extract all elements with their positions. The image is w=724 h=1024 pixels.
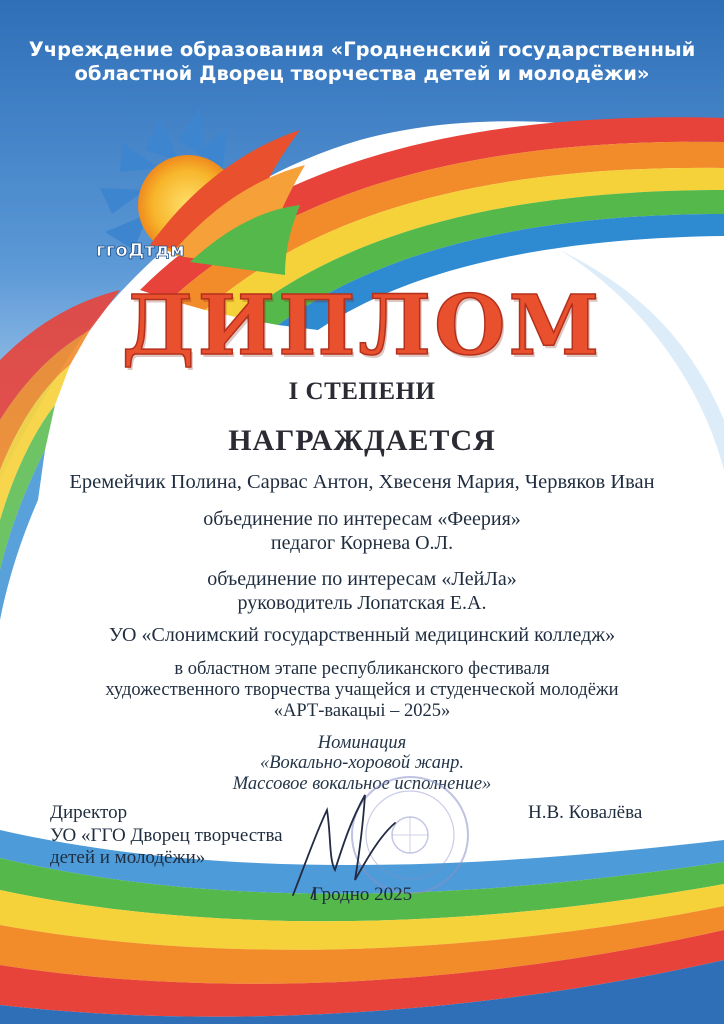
nomination-line-1: «Вокально-хоровой жанр. <box>260 753 464 773</box>
institution: УО «Слонимский государственный медицинский колледж» <box>108 624 616 646</box>
signatory-role-3: детей и молодёжи» <box>50 847 206 868</box>
signatory-name: Н.В. Ковалёва <box>528 802 643 823</box>
group2-name: объединение по интересам «ЛейЛа» <box>207 568 517 590</box>
nomination-line-2: Массовое вокальное исполнение» <box>232 774 492 794</box>
awarded-heading: НАГРАЖДАЕТСЯ <box>228 424 496 457</box>
recipients: Еремейчик Полина, Сарвас Антон, Хвесеня Мария, Червяков Иван <box>69 471 655 493</box>
event-line-2: художественного творчества учащейся и студенческой молодёжи <box>105 680 619 700</box>
signatory-role-1: Директор <box>50 802 128 823</box>
nomination-label: Номинация <box>317 733 407 753</box>
event-line-1: в областном этапе республиканского фестиваля <box>174 659 550 679</box>
place-date: Гродно 2025 <box>311 884 413 905</box>
group2-leader: руководитель Лопатская Е.А. <box>237 592 487 614</box>
group1-name: объединение по интересам «Феерия» <box>203 508 521 530</box>
degree: I СТЕПЕНИ <box>288 378 436 405</box>
header-line-1: Учреждение образования «Гродненский государственный <box>28 38 696 61</box>
group1-leader: педагог Корнева О.Л. <box>270 532 454 554</box>
logo-text: ггоДтдм <box>96 240 185 261</box>
diploma-title: ДИПЛОМ <box>121 278 603 374</box>
event-line-3: «АРТ-вакацыі – 2025» <box>273 701 451 721</box>
signatory-role-2: УО «ГГО Дворец творчества <box>50 825 283 846</box>
header-line-2: областной Дворец творчества детей и молодёжи» <box>74 62 650 85</box>
